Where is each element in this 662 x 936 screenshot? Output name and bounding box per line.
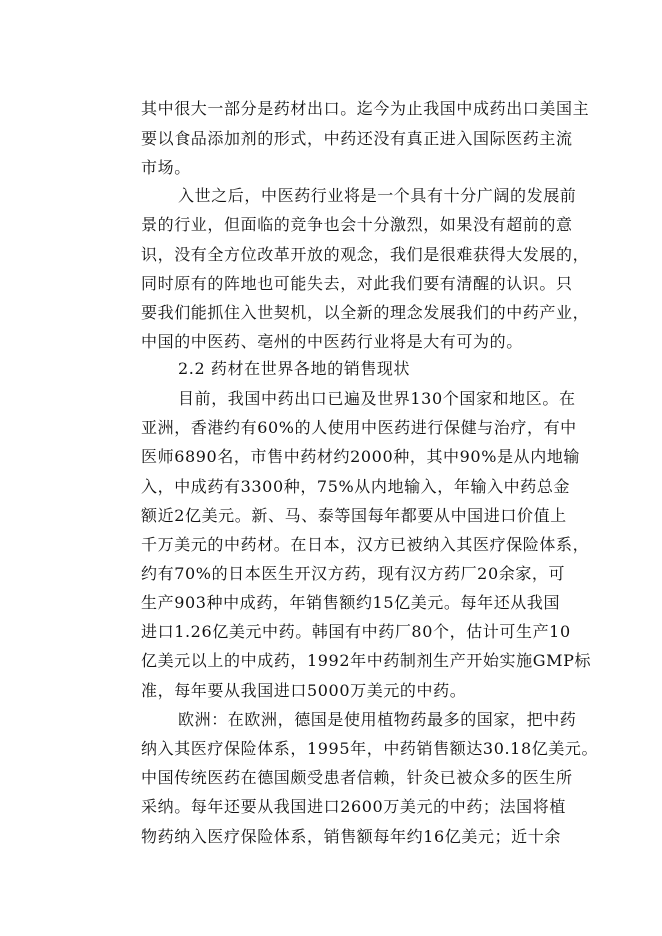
text-line: 中国的中医药、亳州的中医药行业将是大有可为的。	[141, 332, 523, 351]
text-line: 中国传统医药在德国颇受患者信赖，针灸已被众多的医生所	[141, 768, 573, 787]
text-line: 千万美元的中药材。在日本，汉方已被纳入其医疗保险体系，	[141, 535, 590, 554]
text-line: 约有70%的日本医生开汉方药，现有汉方药厂20余家，可	[141, 564, 566, 583]
text-line: 额近2亿美元。新、马、泰等国每年都要从中国进口价值上	[141, 506, 567, 525]
text-line: 亚洲，香港约有60%的人使用中医药进行保健与治疗，有中	[141, 418, 577, 437]
paragraph-first-line: 入世之后，中医药行业将是一个具有十分广阔的发展前	[178, 186, 577, 205]
text-line: 要以食品添加剂的形式，中药还没有真正进入国际医药主流	[141, 129, 573, 148]
text-line: 同时原有的阵地也可能失去，对此我们要有清醒的认识。只	[141, 274, 573, 293]
paragraph-first-line: 目前，我国中药出口已遍及世界130个国家和地区。在	[178, 389, 576, 408]
text-line: 要我们能抓住入世契机，以全新的理念发展我们的中药产业，	[141, 303, 590, 322]
text-line: 纳入其医疗保险体系，1995年，中药销售额达30.18亿美元。	[141, 739, 599, 758]
text-line: 亿美元以上的中成药，1992年中药制剂生产开始实施GMP标	[141, 651, 592, 670]
text-line: 市场。	[141, 158, 191, 177]
text-line: 入，中成药有3300种，75%从内地输入，年输入中药总金	[141, 477, 571, 496]
text-line: 进口1.26亿美元中药。韩国有中药厂80个，估计可生产10	[141, 622, 571, 641]
text-line: 其中很大一部分是药材出口。迄今为止我国中成药出口美国主	[141, 99, 590, 118]
text-line: 物药纳入医疗保险体系，销售额每年约16亿美元；近十余	[141, 827, 561, 846]
text-line: 识，没有全方位改革开放的观念，我们是很难获得大发展的，	[141, 245, 590, 264]
section-heading: 2.2 药材在世界各地的销售现状	[178, 359, 411, 378]
text-line: 医师6890名，市售中药材约2000种，其中90%是从内地输	[141, 447, 581, 466]
text-line: 生产903种中成药，年销售额约15亿美元。每年还从我国	[141, 593, 561, 612]
text-line: 景的行业，但面临的竞争也会十分激烈，如果没有超前的意	[141, 215, 573, 234]
text-line: 准，每年要从我国进口5000万美元的中药。	[141, 681, 467, 700]
paragraph-first-line: 欧洲：在欧洲，德国是使用植物药最多的国家，把中药	[178, 710, 577, 729]
text-line: 采纳。每年还要从我国进口2600万美元的中药；法国将植	[141, 797, 566, 816]
